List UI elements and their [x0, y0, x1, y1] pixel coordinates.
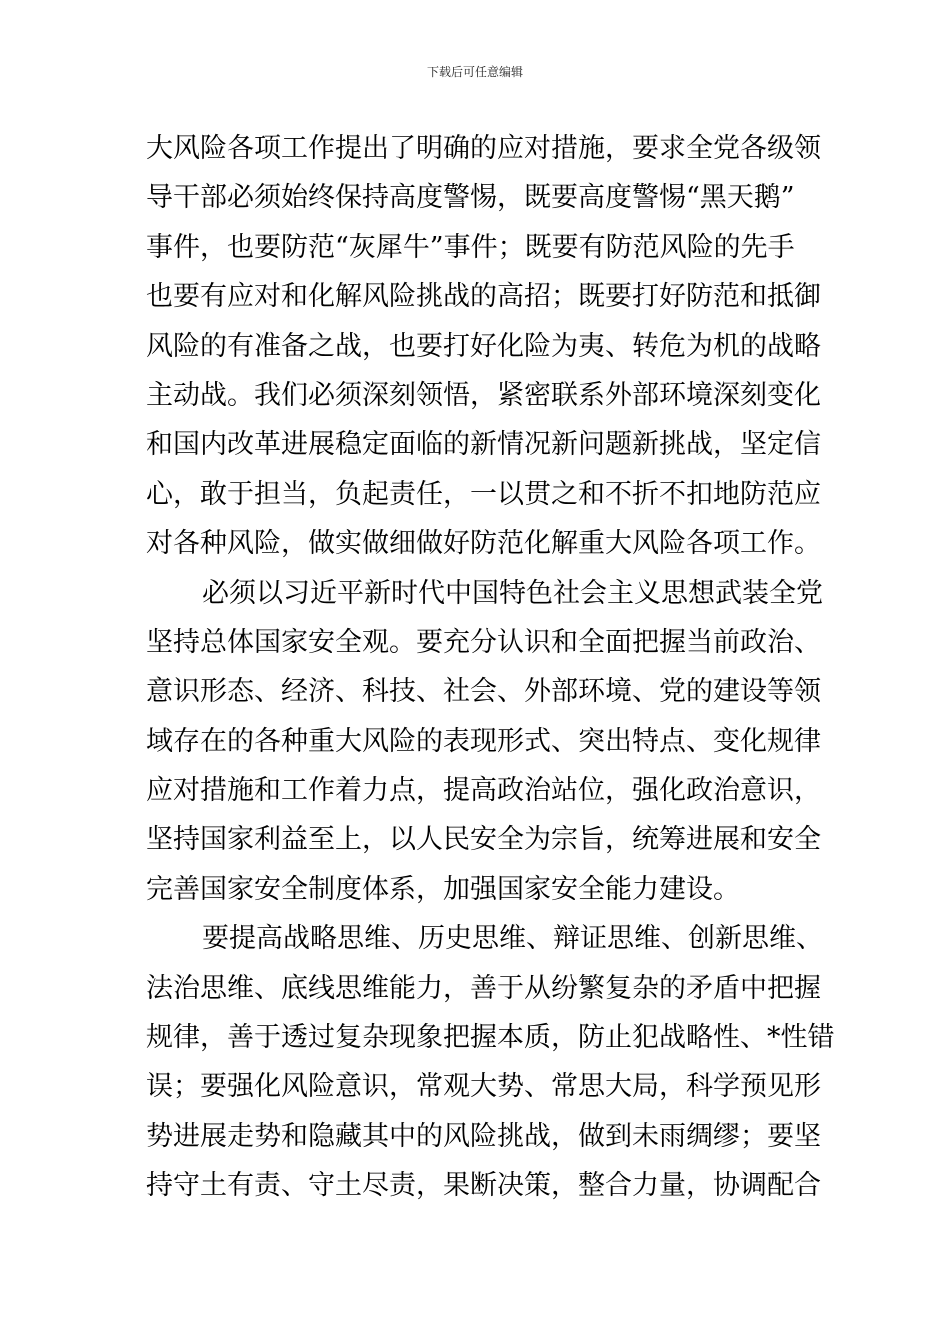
paragraph-first-line: 要提高战略思维、历史思维、辩证思维、创新思维、	[202, 923, 823, 955]
text-line: 风险的有准备之战，也要打好化险为夷、转危为机的战略	[146, 330, 821, 362]
text-line: 误；要强化风险意识，常观大势、常思大局，科学预见形	[146, 1071, 821, 1103]
text-line: 域存在的各种重大风险的表现形式、突出特点、变化规律	[146, 725, 821, 757]
text-line: 事件，也要防范“灰犀牛”事件；既要有防范风险的先手	[146, 231, 795, 263]
text-line: 持守土有责、守土尽责，果断决策，整合力量，协调配合	[146, 1170, 821, 1202]
text-line: 意识形态、经济、科技、社会、外部环境、党的建设等领	[146, 676, 821, 708]
text-line: 坚持总体国家安全观。要充分认识和全面把握当前政治、	[146, 626, 821, 658]
text-line: 主动战。我们必须深刻领悟，紧密联系外部环境深刻变化	[146, 379, 821, 411]
text-line: 和国内改革进展稳定面临的新情况新问题新挑战，坚定信	[146, 429, 821, 461]
text-line: 完善国家安全制度体系，加强国家安全能力建设。	[146, 873, 740, 905]
page-header: 下载后可任意编辑	[426, 65, 523, 79]
text-line: 心，敢于担当，负起责任，一以贯之和不折不扣地防范应	[146, 478, 821, 510]
text-line: 势进展走势和隐藏其中的风险挑战，做到未雨绸缪；要坚	[146, 1120, 821, 1152]
text-line: 应对措施和工作着力点，提高政治站位，强化政治意识，	[146, 775, 821, 807]
text-line: 对各种风险，做实做细做好防范化解重大风险各项工作。	[146, 528, 821, 560]
document-body	[146, 124, 835, 1211]
text-line: 大风险各项工作提出了明确的应对措施，要求全党各级领	[146, 133, 821, 164]
text-line: 规律，善于透过复杂现象把握本质，防止犯战略性、*性错	[146, 1022, 835, 1054]
text-line: 导干部必须始终保持高度警惕，既要高度警惕“黑天鹅”	[146, 182, 795, 214]
text-line: 法治思维、底线思维能力，善于从纷繁复杂的矛盾中把握	[146, 972, 821, 1004]
paragraph-first-line: 必须以习近平新时代中国特色社会主义思想武装全党	[202, 577, 823, 609]
text-line: 坚持国家利益至上，以人民安全为宗旨，统筹进展和安全	[146, 824, 821, 856]
text-line: 也要有应对和化解风险挑战的高招；既要打好防范和抵御	[146, 281, 821, 313]
